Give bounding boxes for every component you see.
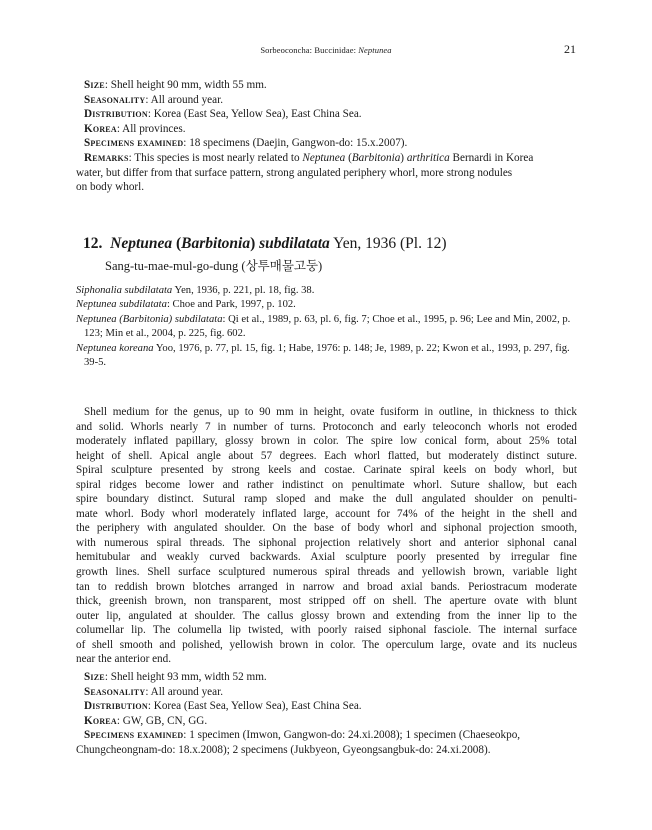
korea-label: Korea — [84, 714, 117, 727]
size-text: : Shell height 90 mm, width 55 mm. — [104, 79, 267, 91]
synonym-name: Siphonalia subdilatata — [76, 285, 173, 296]
specimens-line-2: Chungcheongnam-do: 18.x.2008); 2 specimens (Jukbyeon, Gyeongsangbuk-do: 24.xi.2008). — [76, 743, 491, 756]
distribution-label: Distribution — [84, 700, 148, 713]
specimens-text: : 18 specimens (Daejin, Gangwon-do: 15.x.2007). — [183, 137, 408, 150]
description-line: Spiral sculpture presented by strong keels and costae. Carinate spiral keels on body whorl, but — [76, 464, 577, 477]
seasonality-label: Seasonality — [84, 685, 146, 698]
prev-size-line — [76, 78, 577, 93]
prev-specimens-line — [76, 136, 577, 151]
description-line: the periphery with angulated shoulder. On the base of body whorl and siphonal projection smooth, — [76, 522, 577, 535]
specimens-line — [76, 728, 577, 743]
description-line: growth lines. Shell surface sculptured numerous spiral threads and yellowish brown, variable light — [76, 566, 577, 579]
species-data-section — [76, 670, 577, 758]
remarks-line-2: water, but differ from that surface pattern, strong angulated periphery whorl, more strong nodules — [76, 166, 513, 179]
prev-remarks-line — [76, 151, 577, 166]
running-head-genus: Neptunea — [358, 45, 392, 55]
page-number: 21 — [564, 42, 576, 56]
description-line: near the anterior end. — [76, 653, 172, 666]
species-plate: (Pl. 12) — [400, 235, 447, 252]
synonym-name: Neptunea koreana — [76, 342, 154, 354]
description-line: columellar lip. The columella lip twisted, with poorly raised siphonal fasciole. The internal surface — [76, 624, 577, 637]
korea-label: Korea — [84, 122, 117, 135]
synonym-refs: Yoo, 1976, p. 77, pl. 15, fig. 1; Habe, 1976: p. 148; Je, 1989, p. 22; Kwon et al., 1993, p. 297, fig. 39-5. — [84, 342, 570, 369]
description-line: and solid. Whorls nearly 7 in number of turns. Protoconch and early teleoconch whorls not eroded — [76, 420, 577, 433]
description-line: mate whorl. Body whorl moderately inflated large, account for 74% of the height in the shell and — [76, 507, 577, 520]
distribution-label: Distribution — [84, 108, 148, 121]
size-label: Size — [84, 79, 105, 91]
korea-line — [76, 714, 577, 729]
distribution-text: : Korea (East Sea, Yellow Sea), East China Sea. — [147, 108, 362, 121]
species-heading: 12. Neptunea (Barbitonia) subdilatata Yen, 1936 (Pl. 12) — [83, 235, 447, 252]
seasonality-line — [76, 685, 577, 700]
species-common-name: Sang-tu-mae-mul-go-dung (상투매물고둥) — [105, 259, 323, 273]
remarks-epithet: arthritica — [406, 151, 450, 164]
description-line: spire boundary distinct. Sutural ramp sloped and make the dull angulated shoulder on penulti- — [76, 493, 577, 506]
specimens-label: Specimens examined — [84, 137, 184, 150]
species-number: 12. — [83, 235, 103, 252]
description-line: Shell medium for the genus, up to 90 mm in height, ovate fusiform in outline, in thickness to thick — [84, 406, 577, 418]
size-text: : Shell height 93 mm, width 52 mm. — [104, 671, 267, 683]
seasonality-text: : All around year. — [145, 685, 224, 698]
specimens-text: : 1 specimen (Imwon, Gangwon-do: 24.xi.2008); 1 specimen (Chaeseokpo, — [183, 729, 521, 742]
description-line: outer lip, angulated at shoulder. The callus glossy brown and extending from the inner lip to the — [76, 609, 577, 622]
synonym-entry — [76, 313, 577, 342]
synonym-refs: : Choe and Park, 1997, p. 102. — [166, 299, 296, 311]
prev-korea-line — [76, 122, 577, 137]
description-line: thick, greenish brown, non transparent, most stripped off on shell. The aperture ovate with blunt — [76, 595, 577, 608]
prev-seasonality-line — [76, 93, 577, 108]
size-label: Size — [84, 671, 105, 683]
description-line: moderately inflated papillary, glossy brown in color. The spire low conical form, about 25% total — [76, 435, 577, 448]
specimens-label: Specimens examined — [84, 729, 184, 742]
remarks-label: Remarks — [84, 151, 129, 164]
species-genus: Neptunea — [110, 235, 173, 252]
description-line: height of shell. Apical angle about 57 degrees. Each whorl flatted, but moderately distinct suture. — [76, 449, 577, 462]
size-line — [76, 670, 577, 685]
synonym-entry — [76, 298, 577, 312]
synonym-name: Neptunea (Barbitonia) subdilatata — [76, 313, 223, 325]
korea-text: : GW, GB, CN, GG. — [116, 714, 208, 727]
remarks-genus: Neptunea — [302, 151, 346, 164]
description-line: spiral ridges become lower and rather indistinct on penultimate whorl. Suture shallow, but each — [76, 478, 577, 491]
species-author: Yen, 1936 — [333, 235, 397, 252]
remarks-text-end: Bernardi in Korea — [449, 151, 534, 164]
korea-text: : All provinces. — [116, 122, 186, 135]
description-line: hemitubular and weakly curved backwards. Axial sculpture poorly presented by irregular fine — [76, 551, 577, 564]
remarks-paren-open: ( — [345, 151, 352, 164]
synonym-entry — [76, 342, 577, 371]
species-epithet: subdilatata — [259, 235, 330, 252]
remarks-subgenus: Barbitonia — [351, 151, 401, 164]
remarks-line-3: on body whorl. — [76, 181, 145, 194]
description-line: tan to reddish brown blotches arranged in narrow and broad axial bands. Periostracum moderate — [76, 580, 577, 593]
distribution-line — [76, 699, 577, 714]
remarks-paren-close: ) — [400, 151, 407, 164]
synonym-refs: : Qi et al., 1989, p. 63, pl. 6, fig. 7; Choe et al., 1995, p. 96; Lee and Min, 2002, p. 123; Min et al., 2004, p. 225, fig. 602. — [84, 313, 571, 340]
description-line: of shell smooth and polished, yellowish brown in color. The operculum large, ovate and its nucleus — [76, 638, 577, 651]
synonym-refs: Yen, 1936, p. 221, pl. 18, fig. 38. — [172, 285, 315, 296]
prev-distribution-line — [76, 107, 577, 122]
description-paragraph — [76, 405, 577, 667]
seasonality-label: Seasonality — [84, 93, 146, 106]
seasonality-text: : All around year. — [145, 93, 224, 106]
running-head — [0, 45, 652, 55]
prev-species-section — [76, 78, 577, 195]
synonym-name: Neptunea subdilatata — [76, 299, 167, 311]
description-line: with numerous spiral threads. The siphonal projection relatively short and anterior siphonal canal — [76, 536, 577, 549]
remarks-text: : This species is most nearly related to — [128, 151, 303, 164]
distribution-text: : Korea (East Sea, Yellow Sea), East China Sea. — [147, 700, 362, 713]
species-subgenus: Barbitonia — [181, 235, 251, 252]
synonym-entry — [76, 284, 577, 298]
synonymy-list — [76, 284, 577, 370]
running-head-prefix: Sorbeoconcha: Buccinidae: — [260, 45, 359, 55]
